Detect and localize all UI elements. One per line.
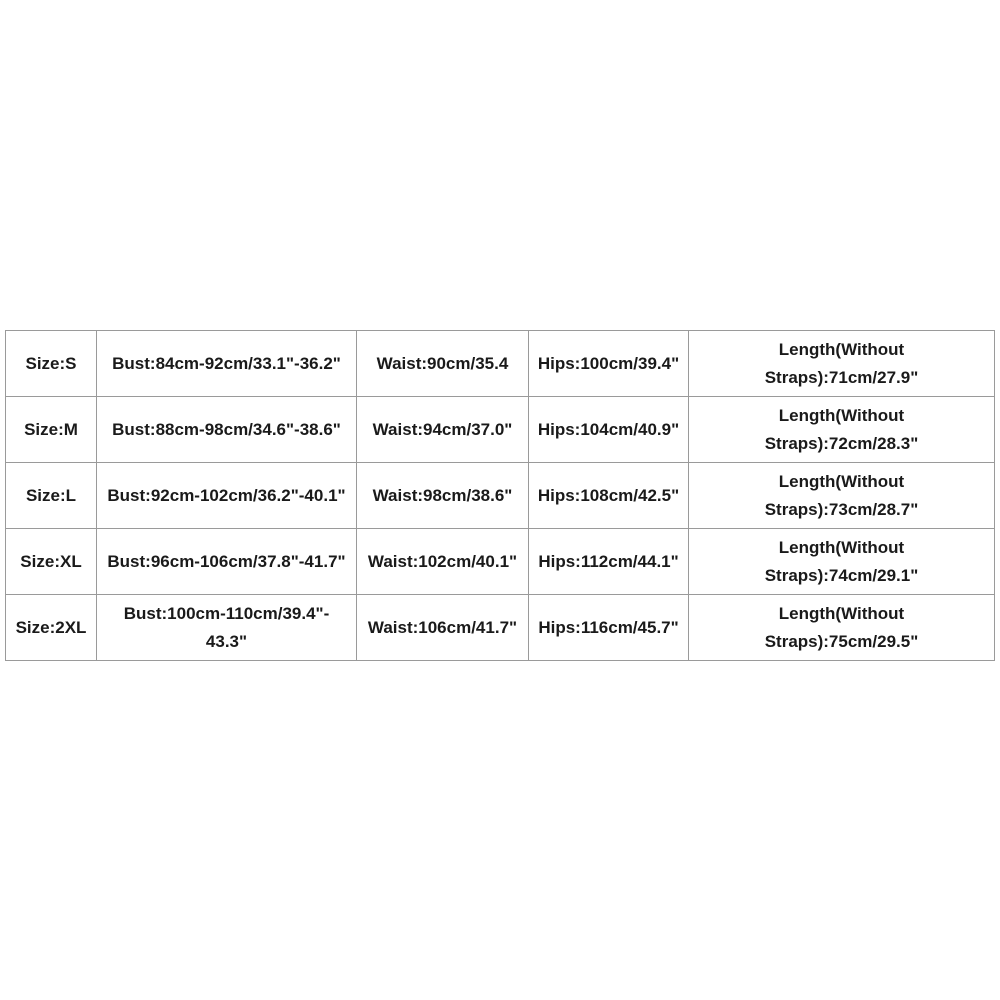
bust-cell: Bust:100cm-110cm/39.4"- 43.3" <box>97 595 357 661</box>
size-cell: Size:2XL <box>6 595 97 661</box>
size-chart-table <box>5 330 995 661</box>
waist-cell: Waist:102cm/40.1" <box>357 529 529 595</box>
size-cell: Size:M <box>6 397 97 463</box>
hips-cell: Hips:104cm/40.9" <box>529 397 689 463</box>
waist-cell: Waist:98cm/38.6" <box>357 463 529 529</box>
size-cell: Size:S <box>6 331 97 397</box>
bust-cell: Bust:96cm-106cm/37.8"-41.7" <box>97 529 357 595</box>
table-row <box>6 595 995 661</box>
bust-cell: Bust:84cm-92cm/33.1"-36.2" <box>97 331 357 397</box>
size-cell: Size:L <box>6 463 97 529</box>
length-cell: Length(Without Straps):74cm/29.1" <box>689 529 995 595</box>
waist-cell: Waist:94cm/37.0" <box>357 397 529 463</box>
table-row <box>6 397 995 463</box>
waist-cell: Waist:106cm/41.7" <box>357 595 529 661</box>
bust-cell: Bust:92cm-102cm/36.2"-40.1" <box>97 463 357 529</box>
table-row <box>6 331 995 397</box>
hips-cell: Hips:112cm/44.1" <box>529 529 689 595</box>
length-cell: Length(Without Straps):75cm/29.5" <box>689 595 995 661</box>
hips-cell: Hips:116cm/45.7" <box>529 595 689 661</box>
table-row <box>6 529 995 595</box>
length-cell: Length(Without Straps):72cm/28.3" <box>689 397 995 463</box>
hips-cell: Hips:108cm/42.5" <box>529 463 689 529</box>
length-cell: Length(Without Straps):73cm/28.7" <box>689 463 995 529</box>
waist-cell: Waist:90cm/35.4 <box>357 331 529 397</box>
bust-cell: Bust:88cm-98cm/34.6"-38.6" <box>97 397 357 463</box>
size-cell: Size:XL <box>6 529 97 595</box>
table-row <box>6 463 995 529</box>
length-cell: Length(Without Straps):71cm/27.9" <box>689 331 995 397</box>
hips-cell: Hips:100cm/39.4" <box>529 331 689 397</box>
